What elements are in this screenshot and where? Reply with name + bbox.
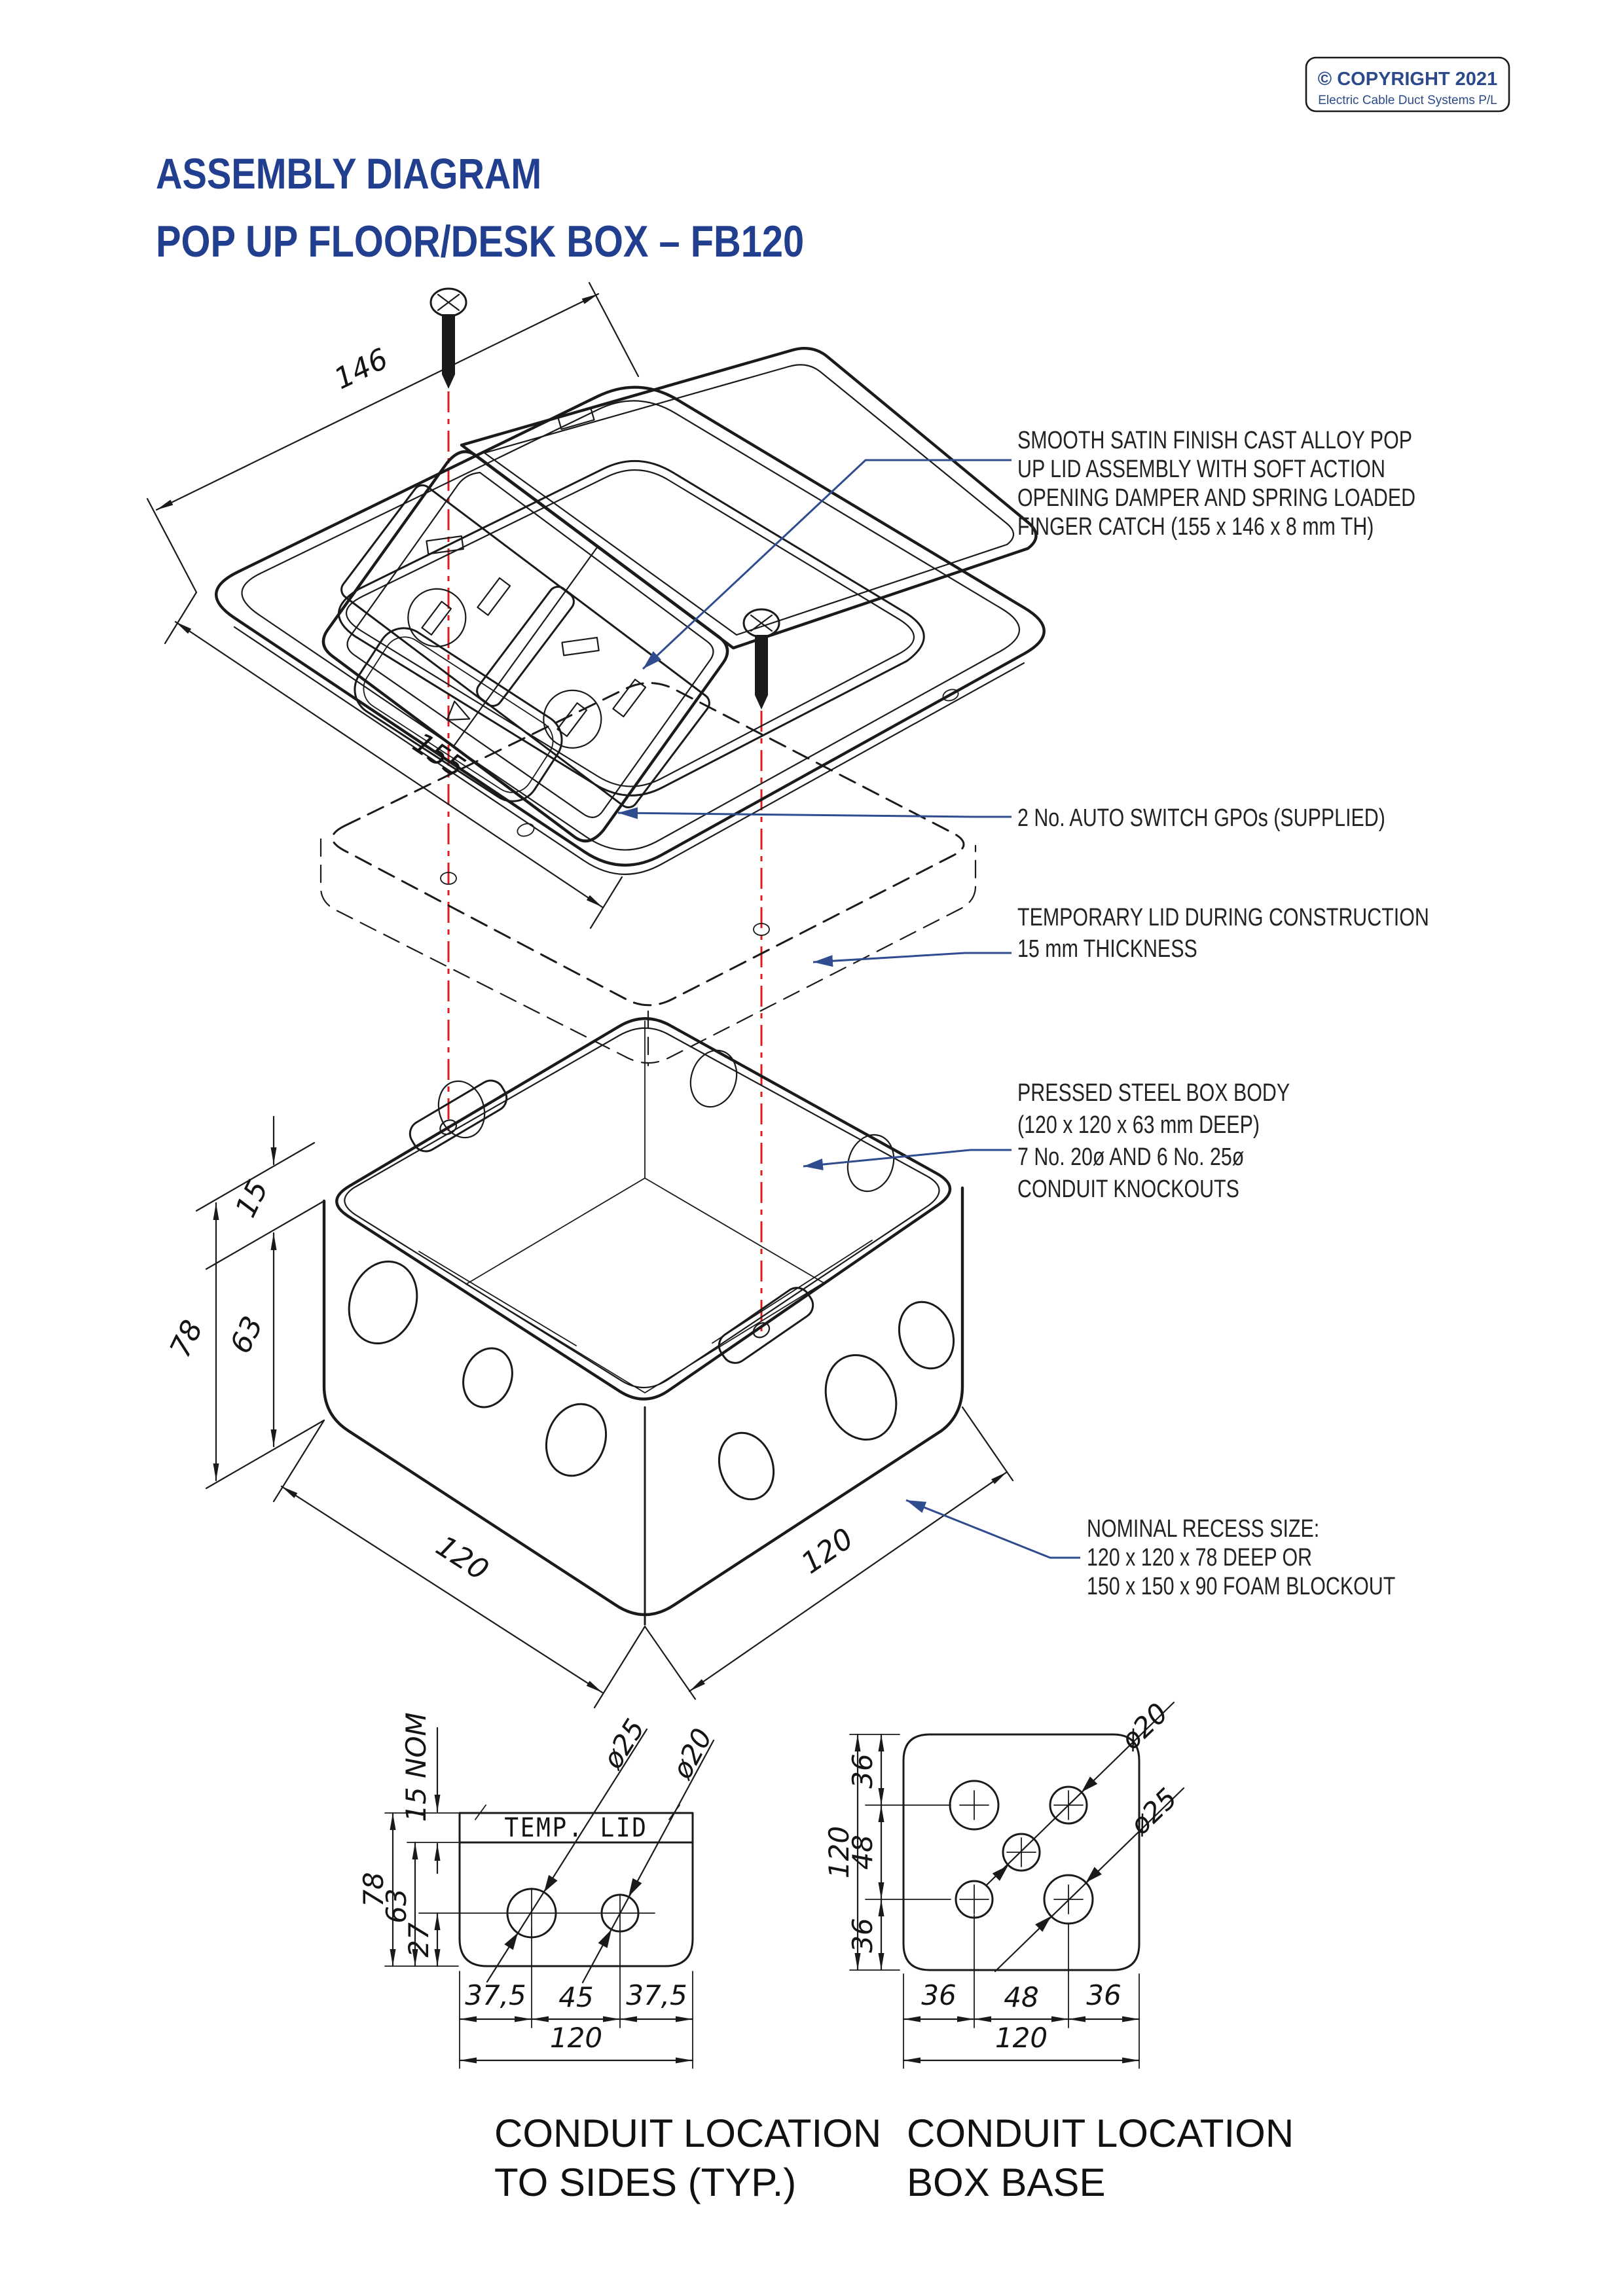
- box-interior-lines: [419, 1021, 872, 1393]
- annotation-line: SMOOTH SATIN FINISH CAST ALLOY POP: [1017, 426, 1412, 454]
- dia-20-label: ø20: [665, 1723, 719, 1784]
- knockout-inner: [684, 1045, 744, 1113]
- annotation-gpo: [1017, 804, 1385, 832]
- dim-36-right: 36: [1086, 1979, 1122, 2011]
- knockout: [890, 1294, 963, 1376]
- side-view-caption-2: TO SIDES (TYP.): [494, 2161, 797, 2204]
- dim-45: 45: [558, 1981, 594, 2013]
- dim-36-bottom: 36: [847, 1918, 879, 1953]
- leader-recess: [906, 1500, 1080, 1558]
- dim-146-label: 146: [329, 342, 393, 397]
- annotation-line: CONDUIT KNOCKOUTS: [1017, 1175, 1239, 1203]
- dim-120-left-label: 120: [429, 1529, 495, 1588]
- subtitle-text: POP UP FLOOR/DESK BOX – FB120: [156, 217, 805, 267]
- socket-divider: [454, 547, 598, 746]
- dim-120: 120: [549, 2022, 603, 2054]
- dim-37-5-right: 37,5: [626, 1979, 687, 2011]
- dim-63: 63: [380, 1888, 412, 1924]
- leader-gpo: [618, 813, 1012, 817]
- annotation-line: 120 x 120 x 78 DEEP OR: [1087, 1543, 1313, 1571]
- annotation-line: 2 No. AUTO SWITCH GPOs (SUPPLIED): [1017, 804, 1385, 832]
- knockout: [338, 1252, 428, 1353]
- annotation-line: (120 x 120 x 63 mm DEEP): [1017, 1111, 1260, 1139]
- dim-36-left: 36: [921, 1979, 957, 2011]
- dia-25-label: ø25: [1123, 1782, 1184, 1841]
- annotation-leaders: [618, 460, 1080, 1558]
- dim-120-right-label: 120: [795, 1522, 860, 1581]
- side-view-caption-1: CONDUIT LOCATION: [494, 2111, 882, 2155]
- page-subtitle: [156, 217, 804, 266]
- box-body: [324, 1018, 962, 1624]
- side-view-drawing: [357, 1712, 881, 2204]
- copyright-company: Electric Cable Duct Systems P/L: [1318, 94, 1497, 107]
- annotation-line: 150 x 150 x 90 FOAM BLOCKOUT: [1087, 1572, 1396, 1600]
- gpo-slot: [613, 679, 646, 717]
- dim-120-width: 120: [994, 2022, 1048, 2054]
- gpo-switch-slot: [422, 601, 450, 635]
- dia-20-label: ø20: [1114, 1696, 1175, 1756]
- dim-37-5-left: 37,5: [465, 1979, 526, 2011]
- dia-25-label: ø25: [596, 1713, 651, 1774]
- dimension-120-left: [274, 1420, 645, 1708]
- title-text: ASSEMBLY DIAGRAM: [156, 149, 542, 198]
- annotation-line: 15 mm THICKNESS: [1017, 935, 1197, 963]
- dim-120-height: 120: [823, 1825, 855, 1879]
- base-view-caption-2: BOX BASE: [907, 2161, 1106, 2204]
- annotation-recess: [1087, 1515, 1395, 1600]
- dimension-depth-group: [164, 1117, 324, 1488]
- plate-screw-hole: [516, 821, 536, 838]
- knockout: [455, 1341, 520, 1414]
- gpo-socket: [338, 482, 577, 709]
- gpo-slot: [426, 536, 463, 554]
- dim-48-mid: 48: [847, 1835, 879, 1870]
- knockout-inner: [841, 1129, 901, 1198]
- dim-63-label: 63: [223, 1311, 270, 1359]
- gpo-slot: [477, 578, 510, 615]
- leader-temp-lid: [813, 953, 1012, 962]
- copyright-year: © COPYRIGHT 2021: [1317, 69, 1498, 90]
- annotation-line: PRESSED STEEL BOX BODY: [1017, 1079, 1290, 1107]
- gpo-socket: [473, 583, 713, 811]
- dim-15-nom: 15 NOM: [400, 1712, 432, 1822]
- dim-15-label: 15: [228, 1175, 276, 1223]
- knockout: [537, 1395, 616, 1484]
- temp-lid-label: TEMP. LID: [504, 1812, 648, 1843]
- page-title: [156, 150, 541, 198]
- dim-78: 78: [357, 1872, 390, 1907]
- base-view-caption-1: CONDUIT LOCATION: [907, 2111, 1294, 2155]
- dim-155-label: 155: [407, 726, 471, 785]
- annotation-lid: [1017, 427, 1415, 541]
- annotation-line: 7 No. 20ø AND 6 No. 25ø: [1017, 1143, 1245, 1171]
- base-view-drawing: [823, 1696, 1294, 2204]
- annotation-temp-lid: [1017, 904, 1429, 963]
- knockout: [814, 1345, 908, 1450]
- annotation-line: FINGER CATCH (155 x 146 x 8 mm TH): [1017, 512, 1374, 541]
- box-rim: [337, 1018, 950, 1399]
- annotation-line: UP LID ASSEMBLY WITH SOFT ACTION: [1017, 455, 1385, 483]
- gpo-slot: [562, 637, 598, 655]
- annotation-line: NOMINAL RECESS SIZE:: [1087, 1515, 1320, 1543]
- dim-36-top: 36: [847, 1753, 879, 1789]
- exploded-isometric-view: [147, 283, 1044, 1708]
- annotation-line: OPENING DAMPER AND SPRING LOADED: [1017, 484, 1416, 512]
- annotation-box-body: [1017, 1079, 1290, 1203]
- dimension-120-right: [645, 1407, 1013, 1699]
- annotation-line: TEMPORARY LID DURING CONSTRUCTION: [1017, 903, 1429, 931]
- dimension-146: [147, 283, 638, 592]
- dim-48-center: 48: [1004, 1981, 1039, 2013]
- dim-27: 27: [403, 1922, 435, 1958]
- copyright-badge: [1306, 58, 1509, 111]
- fixing-screw-front: [744, 609, 779, 709]
- dim-78-label: 78: [163, 1315, 210, 1363]
- knockout: [710, 1425, 783, 1507]
